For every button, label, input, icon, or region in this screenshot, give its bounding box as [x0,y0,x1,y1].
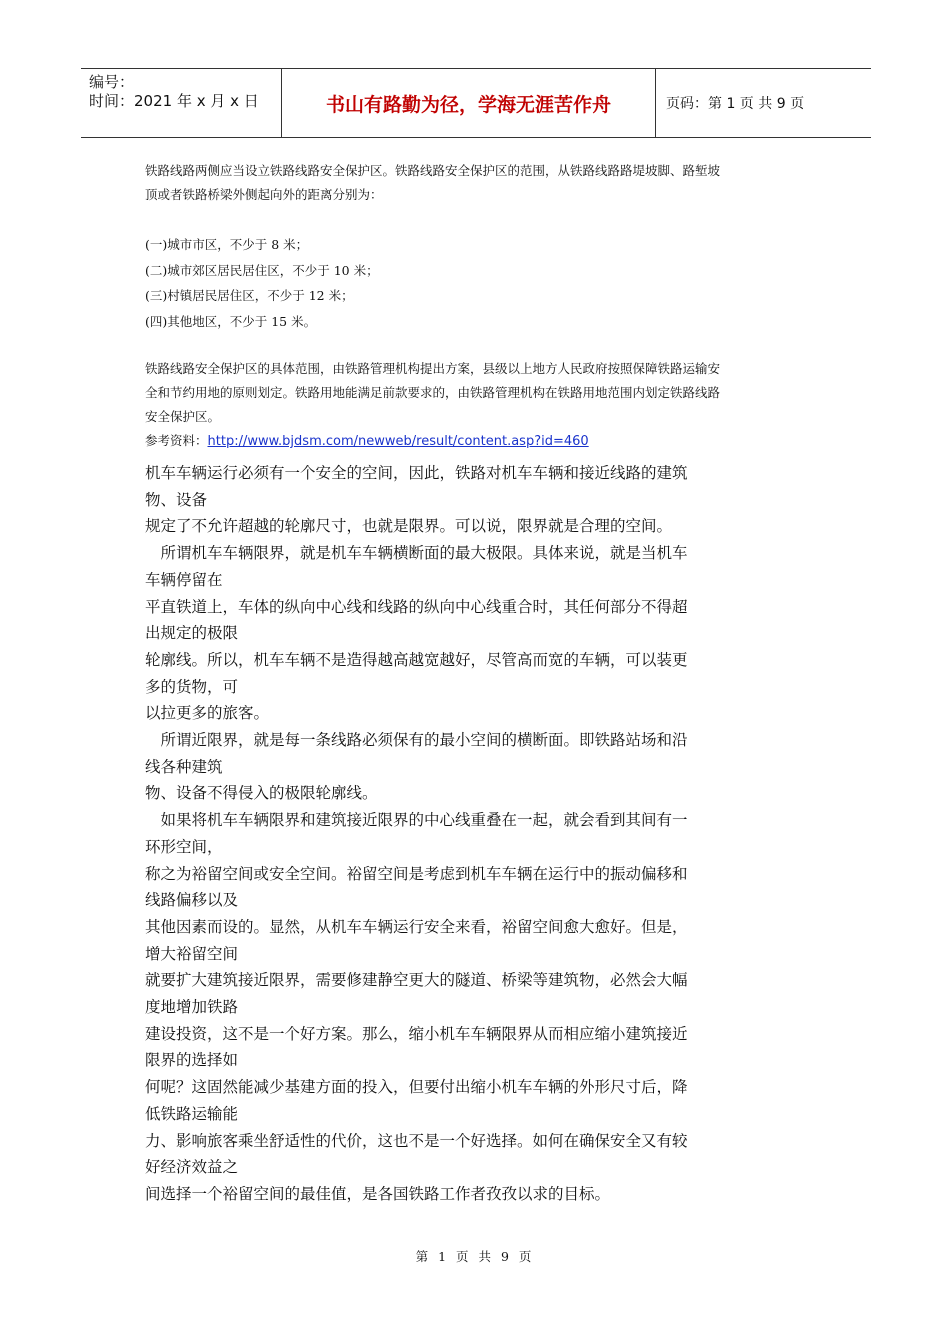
document-header [81,68,871,138]
body-line: 车辆停留在 [145,570,223,589]
body-line: 线路偏移以及 [145,891,239,910]
body-line: 线各种建筑 [145,757,223,776]
list-item: (一)城市市区，不少于 8 米； [145,237,309,252]
header-page-info: 页码：第 1 页 共 9 页 [666,96,805,112]
distance-list [145,232,810,334]
body-line: 如果将机车车辆限界和建筑接近限界的中心线重叠在一起，就会看到其间有一 [145,811,688,830]
text-line: 顶或者铁路桥梁外侧起向外的距离分别为： [145,187,383,202]
body-line: 增大裕留空间 [145,944,239,963]
body-line: 平直铁道上，车体的纵向中心线和线路的纵向中心线重合时，其任何部分不得超 [145,597,688,616]
page-footer: 第 1 页 共 9 页 [415,1249,535,1264]
header-motto: 书山有路勤为径，学海无涯苦作舟 [281,69,656,137]
main-body-text [145,460,775,1208]
intro-paragraph-2 [145,357,810,454]
body-line: 力、影响旅客乘坐舒适性的代价，这也不是一个好选择。如何在确保安全又有较 [145,1131,688,1150]
body-line: 环形空间， [145,837,223,856]
body-line: 机车车辆运行必须有一个安全的空间，因此，铁路对机车车辆和接近线路的建筑 [145,464,688,482]
list-item: (二)城市郊区居民居住区，不少于 10 米； [145,262,379,278]
text-line: 铁路线路两侧应当设立铁路线路安全保护区。铁路线路安全保护区的范围，从铁路线路路堤坡脚、路堑坡 [145,163,721,178]
body-line: 低铁路运输能 [145,1104,239,1123]
list-item: (三)村镇居民居住区，不少于 12 米； [145,288,354,303]
body-line: 称之为裕留空间或安全空间。裕留空间是考虑到机车车辆在运行中的振动偏移和 [145,864,688,883]
body-line: 所谓机车车辆限界，就是机车车辆横断面的最大极限。具体来说，就是当机车 [145,544,688,563]
body-line: 轮廓线。所以，机车车辆不是造得越高越宽越好，尽管高而宽的车辆，可以装更 [145,650,688,669]
text-line: 全和节约用地的原则划定。铁路用地能满足前款要求的，由铁路管理机构在铁路用地范围内划定铁路线路 [145,385,721,400]
body-line: 以拉更多的旅客。 [145,704,270,723]
doc-date: 时间：2021 年 x 月 x 日 [89,92,259,110]
body-line: 度地增加铁路 [145,998,239,1017]
body-line: 限界的选择如 [145,1051,239,1070]
body-line: 其他因素而设的。显然，从机车车辆运行安全来看，裕留空间愈大愈好。但是， [145,917,688,936]
body-line: 出规定的极限 [145,624,239,643]
body-line: 好经济效益之 [145,1158,239,1177]
body-line: 规定了不允许超越的轮廓尺寸，也就是限界。可以说，限界就是合理的空间。 [145,517,673,536]
body-line: 多的货物，可 [145,677,239,696]
doc-number-label: 编号： [89,73,135,91]
body-line: 建设投资，这不是一个好方案。那么，缩小机车车辆限界从而相应缩小建筑接近 [145,1024,688,1043]
body-line: 间选择一个裕留空间的最佳值，是各国铁路工作者孜孜以求的目标。 [145,1184,611,1203]
list-item: (四)其他地区，不少于 15 米。 [145,313,317,329]
body-line: 所谓近限界，就是每一条线路必须保有的最小空间的横断面。即铁路站场和沿 [145,731,688,750]
body-line: 物、设备 [145,490,208,509]
reference-label: 参考资料： [145,433,208,448]
text-line: 铁路线路安全保护区的具体范围，由铁路管理机构提出方案，县级以上地方人民政府按照保障铁路运输安 [145,361,721,376]
reference-link[interactable]: http://www.bjdsm.com/newweb/result/content.asp?id=460 [207,434,589,449]
reference-line [145,429,810,454]
body-line: 就要扩大建筑接近限界，需要修建静空更大的隧道、桥梁等建筑物，必然会大幅 [145,971,688,990]
body-line: 物、设备不得侵入的极限轮廓线。 [145,784,378,803]
intro-paragraph-1 [145,159,810,207]
text-line: 安全保护区。 [145,409,221,424]
body-line: 何呢？这固然能减少基建方面的投入，但要付出缩小机车车辆的外形尺寸后，降 [145,1078,688,1097]
header-meta [81,69,281,137]
